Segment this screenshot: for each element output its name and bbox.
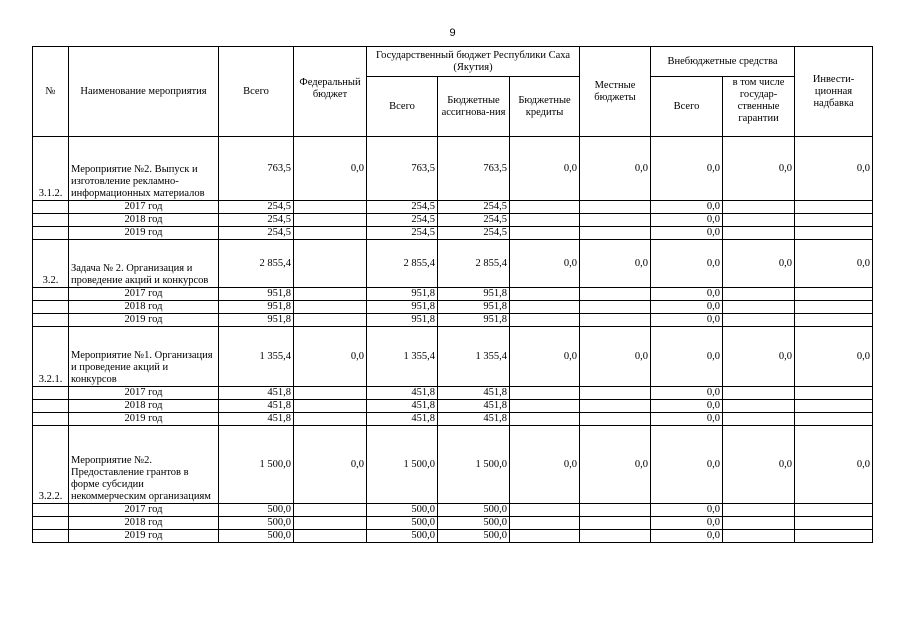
row-value [510,413,580,426]
row-value [723,517,795,530]
header-extra-total: Всего [651,77,723,137]
table-row-year [33,214,873,227]
row-code [33,301,69,314]
row-value: 1 355,4 [219,327,294,387]
row-value: 0,0 [723,137,795,201]
row-value: 951,8 [219,301,294,314]
row-value: 0,0 [580,426,651,504]
row-value [294,504,367,517]
row-value: 951,8 [438,288,510,301]
row-value [795,530,873,543]
row-value [294,387,367,400]
header-state-alloc: Бюджетные ассигнова-ния [438,77,510,137]
row-year: 2019 год [69,314,219,327]
row-value [723,504,795,517]
row-value: 0,0 [651,517,723,530]
row-value: 0,0 [795,327,873,387]
row-value: 500,0 [438,504,510,517]
table-row-main [33,327,873,387]
table-row-year [33,517,873,530]
row-value: 0,0 [651,327,723,387]
row-name: Задача № 2. Организация и проведение акций и конкурсов [69,240,219,288]
row-value [580,314,651,327]
row-value [580,517,651,530]
row-code: 3.2.2. [33,426,69,504]
table-row-year [33,288,873,301]
header-total: Всего [219,47,294,137]
row-value [795,413,873,426]
row-code [33,288,69,301]
row-value: 0,0 [651,400,723,413]
row-code [33,201,69,214]
row-value: 0,0 [651,301,723,314]
row-value: 0,0 [580,240,651,288]
row-value: 951,8 [219,288,294,301]
row-value: 0,0 [651,137,723,201]
row-value: 500,0 [219,504,294,517]
table-row-year [33,301,873,314]
table-row-year [33,530,873,543]
row-code [33,400,69,413]
row-value: 0,0 [651,214,723,227]
row-value [580,301,651,314]
row-code [33,517,69,530]
row-value: 0,0 [651,387,723,400]
table-row-year [33,387,873,400]
row-value [723,400,795,413]
row-value: 2 855,4 [367,240,438,288]
row-value [580,530,651,543]
row-value: 254,5 [219,227,294,240]
row-value [510,504,580,517]
row-value: 451,8 [219,387,294,400]
row-year: 2018 год [69,214,219,227]
row-value: 254,5 [367,214,438,227]
row-value [795,504,873,517]
row-value [723,288,795,301]
row-value: 0,0 [580,327,651,387]
table-header [33,47,873,137]
table-row-main [33,137,873,201]
row-code: 3.2.1. [33,327,69,387]
row-value: 500,0 [219,530,294,543]
row-value: 951,8 [219,314,294,327]
row-value: 0,0 [723,426,795,504]
row-value [795,400,873,413]
row-code [33,530,69,543]
row-value [580,201,651,214]
row-value: 1 500,0 [367,426,438,504]
header-extra-guarantees: в том числе государ-ственные гарантии [723,77,795,137]
row-value: 0,0 [651,288,723,301]
row-value [294,240,367,288]
row-year: 2018 год [69,301,219,314]
row-value: 254,5 [438,214,510,227]
row-value: 2 855,4 [219,240,294,288]
row-value: 500,0 [219,517,294,530]
row-value: 451,8 [367,400,438,413]
row-code [33,314,69,327]
row-value: 254,5 [367,227,438,240]
row-value: 951,8 [367,314,438,327]
row-value [294,288,367,301]
row-name: Мероприятие №1. Организация и проведение акций и конкурсов [69,327,219,387]
row-year: 2018 год [69,400,219,413]
row-value [580,227,651,240]
row-value: 500,0 [438,530,510,543]
header-num: № [33,47,69,137]
row-value: 0,0 [294,137,367,201]
table-row-year [33,201,873,214]
row-year: 2019 год [69,530,219,543]
row-year: 2019 год [69,227,219,240]
row-value [510,314,580,327]
header-name: Наименование мероприятия [69,47,219,137]
row-value: 0,0 [651,426,723,504]
row-value: 0,0 [651,413,723,426]
row-value [580,413,651,426]
row-value [510,227,580,240]
row-value: 0,0 [795,426,873,504]
row-value [510,288,580,301]
row-value [580,214,651,227]
row-name: Мероприятие №2. Предоставление грантов в форме субсидии некоммерческим организациям [69,426,219,504]
row-value: 0,0 [510,426,580,504]
row-year: 2018 год [69,517,219,530]
row-value [795,301,873,314]
row-value: 254,5 [438,227,510,240]
row-value: 0,0 [651,201,723,214]
row-value: 254,5 [219,214,294,227]
row-value [795,201,873,214]
row-value [795,314,873,327]
header-state-budget: Государственный бюджет Республики Саха (Якутия) [367,47,580,77]
row-value [510,387,580,400]
row-value: 500,0 [367,517,438,530]
row-value: 1 500,0 [438,426,510,504]
row-value [723,214,795,227]
table-row-year [33,314,873,327]
row-value [510,530,580,543]
row-value: 0,0 [651,504,723,517]
row-value [723,301,795,314]
row-value: 451,8 [438,400,510,413]
row-value [294,214,367,227]
row-value: 451,8 [367,387,438,400]
row-value: 763,5 [219,137,294,201]
row-value: 0,0 [651,530,723,543]
row-value [723,530,795,543]
row-value: 0,0 [651,240,723,288]
row-code: 3.1.2. [33,137,69,201]
row-value: 0,0 [294,327,367,387]
row-value [580,400,651,413]
row-value: 0,0 [510,240,580,288]
row-value: 0,0 [795,240,873,288]
row-value [294,314,367,327]
page-number: 9 [449,27,456,39]
row-value: 500,0 [367,504,438,517]
row-code [33,387,69,400]
row-value: 0,0 [580,137,651,201]
table-row-year [33,227,873,240]
row-value: 1 355,4 [367,327,438,387]
row-value: 451,8 [438,413,510,426]
row-code [33,227,69,240]
row-value: 451,8 [367,413,438,426]
row-value: 451,8 [438,387,510,400]
header-local: Местные бюджеты [580,47,651,137]
row-value: 0,0 [294,426,367,504]
header-extrabudget: Внебюджетные средства [651,47,795,77]
row-value [294,517,367,530]
row-value: 763,5 [438,137,510,201]
table-row-main [33,426,873,504]
row-year: 2017 год [69,504,219,517]
header-invest: Инвести-ционная надбавка [795,47,873,137]
row-value: 0,0 [510,137,580,201]
row-value [294,301,367,314]
row-value [723,201,795,214]
row-value: 500,0 [438,517,510,530]
row-value: 451,8 [219,413,294,426]
row-value: 0,0 [651,314,723,327]
row-value [510,201,580,214]
row-code [33,504,69,517]
row-value: 763,5 [367,137,438,201]
row-value: 951,8 [367,301,438,314]
row-value [294,227,367,240]
row-value [723,413,795,426]
row-value [580,288,651,301]
row-value: 951,8 [438,314,510,327]
header-state-credit: Бюджетные кредиты [510,77,580,137]
row-value: 451,8 [219,400,294,413]
row-value: 951,8 [438,301,510,314]
row-code [33,214,69,227]
row-year: 2017 год [69,288,219,301]
row-value: 2 855,4 [438,240,510,288]
row-value: 254,5 [219,201,294,214]
row-value [795,214,873,227]
row-year: 2019 год [69,413,219,426]
row-value: 0,0 [651,227,723,240]
row-code: 3.2. [33,240,69,288]
table-body [33,137,873,543]
row-value [723,227,795,240]
row-value: 1 355,4 [438,327,510,387]
row-value: 0,0 [723,327,795,387]
row-value: 0,0 [795,137,873,201]
row-value [510,517,580,530]
row-value [294,400,367,413]
header-state-total: Всего [367,77,438,137]
row-value: 254,5 [438,201,510,214]
row-value: 1 500,0 [219,426,294,504]
row-value [510,400,580,413]
row-code [33,413,69,426]
row-year: 2017 год [69,201,219,214]
row-value [795,288,873,301]
row-value [580,387,651,400]
row-value: 500,0 [367,530,438,543]
table-row-year [33,504,873,517]
row-value [723,387,795,400]
row-value [294,201,367,214]
row-value [580,504,651,517]
header-federal: Федеральный бюджет [294,47,367,137]
row-value: 254,5 [367,201,438,214]
row-name: Мероприятие №2. Выпуск и изготовление рекламно-информационных материалов [69,137,219,201]
row-value [795,227,873,240]
row-year: 2017 год [69,387,219,400]
row-value [510,214,580,227]
table-row-year [33,413,873,426]
table-row-year [33,400,873,413]
table-row-main [33,240,873,288]
row-value: 0,0 [723,240,795,288]
row-value [795,387,873,400]
budget-table [32,46,873,543]
row-value [723,314,795,327]
row-value: 0,0 [510,327,580,387]
row-value [294,530,367,543]
row-value: 951,8 [367,288,438,301]
row-value [795,517,873,530]
row-value [294,413,367,426]
row-value [510,301,580,314]
